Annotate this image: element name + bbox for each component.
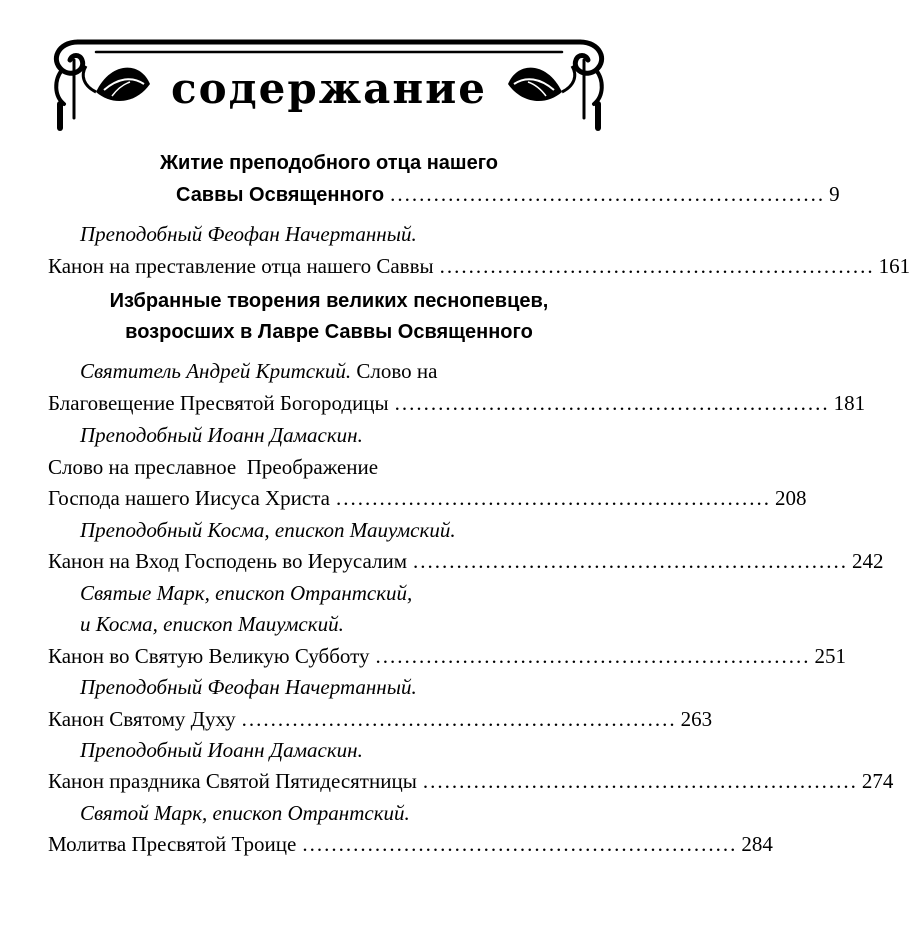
toc-entry-title: Благовещение Пресвятой Богородицы (48, 391, 389, 415)
page-number: 242 (852, 549, 884, 573)
toc-entry-title: Канон во Святую Великую Субботу (48, 644, 370, 668)
page-number: 263 (680, 707, 713, 731)
author-line: Преподобный Феофан Начертанный. (80, 222, 417, 246)
toc-entry (48, 644, 847, 668)
author-line: Преподобный Иоанн Дамаскин. (80, 738, 363, 762)
author-line: Святые Марк, епископ Отрантский, (80, 581, 413, 605)
left-leaf-icon (83, 66, 150, 101)
author-line: Святой Марк, епископ Отрантский. (80, 801, 410, 825)
toc-entry-title: Саввы Освященного (176, 184, 385, 206)
toc-entry (176, 182, 840, 206)
toc-entry-title: Канон на преставление отца нашего Саввы (48, 254, 434, 278)
toc-entry-title: Слово на (356, 359, 438, 383)
toc-entry-title: Молитва Пресвятой Троице (48, 832, 297, 856)
leader-dots: ............................................................ (302, 832, 738, 856)
section-heading: возросших в Лавре Саввы Освященного (125, 321, 533, 343)
section-heading: Избранные творения великих песнопевцев, (109, 290, 549, 312)
toc-entry (48, 707, 713, 731)
section-heading: Житие преподобного отца нашего (159, 152, 498, 174)
toc-entry-title: Господа нашего Иисуса Христа (48, 486, 330, 510)
toc-entry-title: Канон Святому Духу (48, 707, 236, 731)
page-number: 181 (833, 391, 866, 415)
toc-entry-title: Канон праздника Святой Пятидесятницы (48, 769, 417, 793)
author-line: Преподобный Феофан Начертанный. (80, 675, 417, 699)
right-leaf-icon (508, 66, 575, 101)
leader-dots: ............................................................ (439, 254, 875, 278)
toc-entry (48, 391, 866, 415)
leader-dots: ............................................................ (336, 486, 771, 510)
leader-dots: ............................................................ (394, 391, 830, 415)
ornamental-header (0, 0, 658, 150)
page-number: 208 (775, 486, 807, 510)
author-name: Святитель Андрей Критский. (80, 359, 352, 383)
leader-dots: ............................................................ (241, 707, 677, 731)
toc-entry-title: Канон на Вход Господень во Иерусалим (48, 549, 408, 573)
author-line: Преподобный Иоанн Дамаскин. (80, 423, 363, 447)
leader-dots: ............................................................ (422, 769, 858, 793)
leader-dots: ............................................................ (375, 644, 811, 668)
toc-entry (48, 254, 910, 278)
toc-entry (48, 549, 884, 573)
page-number: 284 (741, 832, 773, 856)
leader-dots: ............................................................ (413, 549, 849, 573)
toc-entry (48, 832, 773, 856)
author-line: и Косма, епископ Маиумский. (80, 612, 344, 636)
page-number: 251 (814, 644, 847, 668)
author-line: Преподобный Косма, епископ Маиумский. (80, 518, 456, 542)
toc-entry-title: Слово на преславное Преображение (48, 455, 379, 479)
toc-entry (48, 486, 807, 510)
author-line (80, 361, 437, 382)
toc-entry (48, 769, 894, 793)
page-number: 9 (829, 182, 840, 206)
page-number: 274 (861, 769, 894, 793)
page-number: 161 (878, 254, 910, 278)
page-title: содержание (171, 64, 487, 113)
leader-dots: ............................................................ (390, 182, 826, 206)
